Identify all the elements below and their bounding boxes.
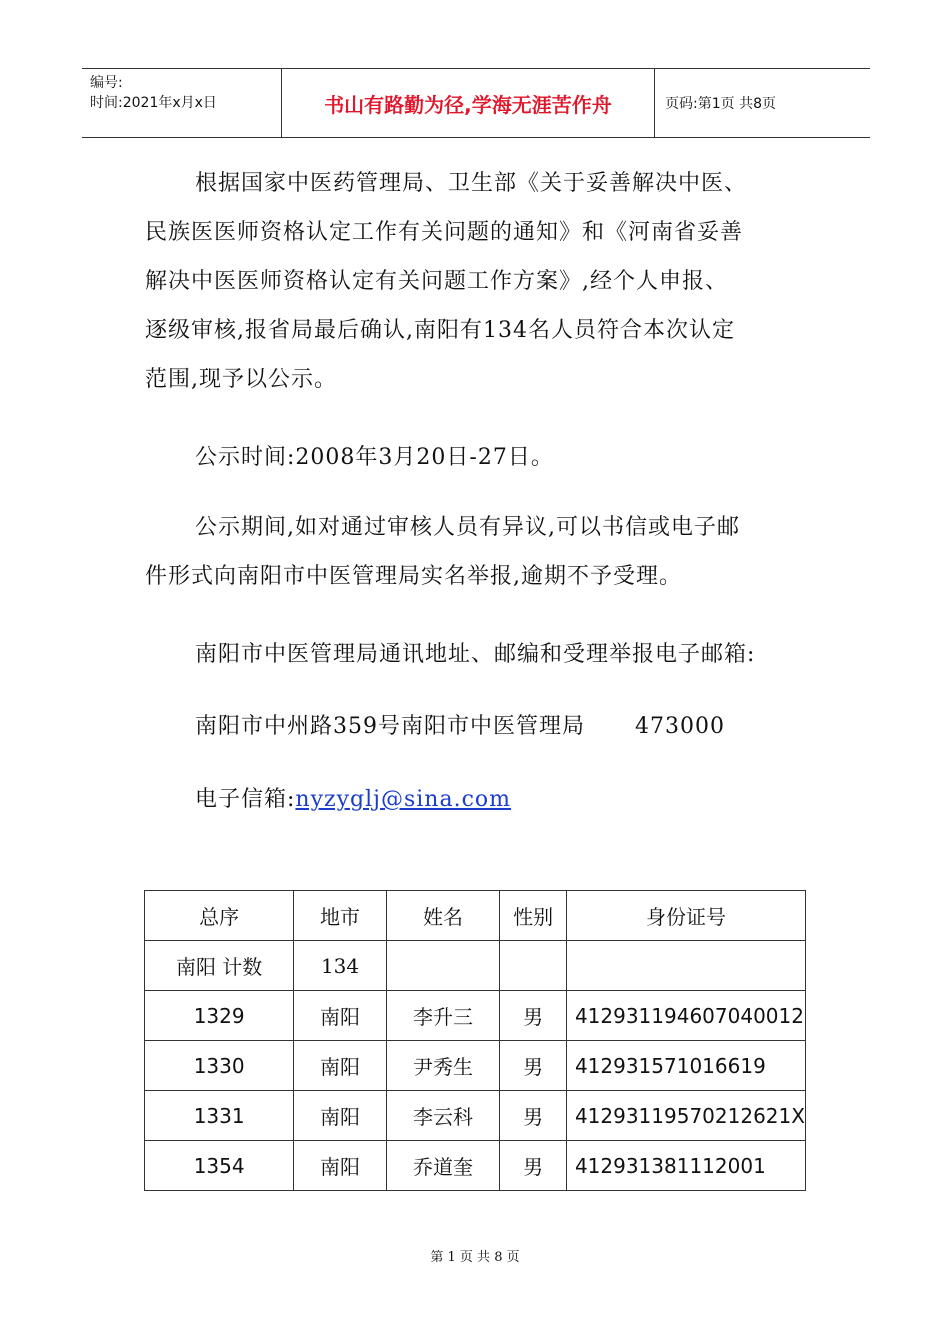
doc-time-label: 时间:2021年x月x日 [90, 95, 217, 111]
doc-number-label: 编号: [90, 75, 123, 91]
header-meta [82, 69, 282, 137]
header-cell-name: 姓名 [386, 891, 499, 941]
table-row [145, 1091, 806, 1141]
contact-address: 南阳市中州路359号南阳市中医管理局 [195, 714, 585, 739]
objection-line: 件形式向南阳市中医管理局实名举报,逾期不予受理。 [145, 564, 682, 589]
intro-line: 范围,现予以公示。 [145, 367, 337, 392]
header-cell-seq: 总序 [145, 891, 294, 941]
row-id-number: 412931194607040012 [566, 991, 805, 1041]
row-name: 李升三 [386, 991, 499, 1041]
row-city: 南阳 [294, 1141, 387, 1191]
header-page-info: 页码:第1页 共8页 [665, 96, 776, 112]
announcement-period: 公示时间:2008年3月20日-27日。 [195, 445, 554, 470]
row-city: 南阳 [294, 991, 387, 1041]
summary-cell [500, 941, 567, 991]
row-city: 南阳 [294, 1091, 387, 1141]
table-row [145, 1141, 806, 1191]
summary-row [145, 941, 806, 991]
row-seq: 1330 [145, 1041, 294, 1091]
page-footer: 第 1 页 共 8 页 [430, 1250, 520, 1265]
page-header [82, 68, 870, 138]
header-motto: 书山有路勤为径,学海无涯苦作舟 [282, 69, 655, 137]
row-city: 南阳 [294, 1041, 387, 1091]
intro-paragraph [145, 159, 810, 404]
summary-label: 南阳 计数 [145, 941, 294, 991]
row-id-number: 412931571016619 [566, 1041, 805, 1091]
summary-count: 134 [294, 941, 387, 991]
row-name: 乔道奎 [386, 1141, 499, 1191]
objection-line: 公示期间,如对通过审核人员有异议,可以书信或电子邮 [195, 515, 740, 540]
summary-cell [566, 941, 805, 991]
intro-line: 民族医医师资格认定工作有关问题的通知》和《河南省妥善 [145, 220, 744, 245]
row-gender: 男 [500, 1141, 567, 1191]
table-row [145, 1041, 806, 1091]
contact-address-line [195, 709, 725, 740]
contact-intro: 南阳市中医管理局通讯地址、邮编和受理举报电子邮箱: [195, 642, 756, 667]
header-cell-gender: 性别 [500, 891, 567, 941]
objection-paragraph [145, 503, 810, 601]
intro-line: 逐级审核,报省局最后确认,南阳有134名人员符合本次认定 [145, 318, 735, 343]
row-gender: 男 [500, 991, 567, 1041]
row-seq: 1329 [145, 991, 294, 1041]
intro-line: 解决中医医师资格认定有关问题工作方案》,经个人申报、 [145, 269, 728, 294]
intro-line: 根据国家中医药管理局、卫生部《关于妥善解决中医、 [195, 171, 748, 196]
contact-postcode: 473000 [635, 714, 725, 739]
row-id-number: 41293119570212621X [566, 1091, 805, 1141]
row-seq: 1331 [145, 1091, 294, 1141]
row-name: 李云科 [386, 1091, 499, 1141]
table-row [145, 991, 806, 1041]
email-label: 电子信箱: [195, 787, 296, 812]
row-gender: 男 [500, 1091, 567, 1141]
row-gender: 男 [500, 1041, 567, 1091]
header-cell-city: 地市 [294, 891, 387, 941]
email-link[interactable]: nyzyglj@sina.com [295, 787, 512, 812]
summary-cell [386, 941, 499, 991]
row-name: 尹秀生 [386, 1041, 499, 1091]
row-seq: 1354 [145, 1141, 294, 1191]
contact-email-line [195, 782, 511, 813]
roster-table [144, 890, 806, 1191]
table-header-row [145, 891, 806, 941]
header-cell-id: 身份证号 [566, 891, 805, 941]
row-id-number: 412931381112001 [566, 1141, 805, 1191]
